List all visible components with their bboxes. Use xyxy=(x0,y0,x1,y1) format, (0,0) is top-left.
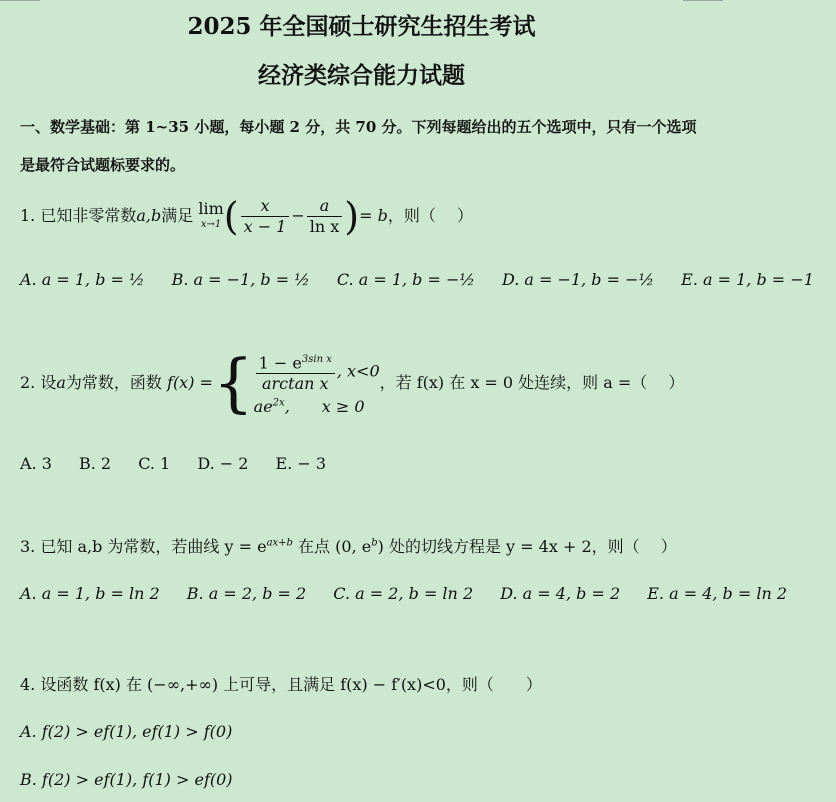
q3-option-c: C. a = 2, b = ln 2 xyxy=(333,584,474,603)
q1-option-b: B. a = −1, b = ½ xyxy=(171,270,310,289)
q2-option-b: B. 2 xyxy=(79,454,112,473)
corner-mark-left xyxy=(0,0,40,7)
question-1: 1. 已知非零常数a,b满足 lim x→1 ( $\frac{x}{x - 1}$ − $\frac{a}{\text{ln x}}$ )= b，则（ ） xyxy=(20,194,473,239)
exam-title: 2025 年全国硕士研究生招生考试 xyxy=(187,13,536,40)
question-4: 4. 设函数 f(x) 在 (−∞,+∞) 上可导，且满足 f(x) − f′(x)<0，则（ ） xyxy=(20,675,542,694)
q3-option-b: B. a = 2, b = 2 xyxy=(186,584,307,603)
q1-option-d: D. a = −1, b = −½ xyxy=(502,270,655,289)
q1-frac1-den: x − 1 xyxy=(243,217,287,236)
q1-option-e: E. a = 1, b = −1 xyxy=(681,270,814,289)
q2-option-c: C. 1 xyxy=(138,454,171,473)
question-2: 2. 设a为常数，函数 f(x) ={ $\frac{1 - e^{3sin x}}{\text{arctan x}}$ , x<0 $ae^{2x}$, x ≥ 0 ，若 f(x) 在 x = 0 处连续，则 a =（ ） xyxy=(20,346,685,421)
q1-fraction-1 xyxy=(241,196,290,237)
section-instructions: 一、数学基础：第 1~35 小题，每小题 2 分，共 70 分。下列每题给出的五个选项中，只有一个选项是最符合试题标要求的。 xyxy=(20,118,697,174)
q1-stem-b: 满足 xyxy=(161,206,194,225)
q2-case1-num: 1 − e xyxy=(258,353,302,373)
q2-piecewise xyxy=(254,350,380,417)
q2-option-a: A. 3 xyxy=(20,454,52,473)
q2-case2-cond: , x ≥ 0 xyxy=(284,397,365,417)
q1-frac2-num: a xyxy=(307,196,343,217)
q1-lim-word: lim xyxy=(198,198,224,218)
q1-eq-b: = b xyxy=(359,206,388,225)
q3-option-d: D. a = 4, b = 2 xyxy=(500,584,621,603)
q3-sup: ax+b xyxy=(266,537,293,549)
q1-vars: a,b xyxy=(136,206,162,225)
q1-frac1-num: x xyxy=(241,196,290,217)
q1-option-a: A. a = 1, b = ½ xyxy=(20,270,145,289)
q1-option-c: C. a = 1, b = −½ xyxy=(336,270,475,289)
q2-option-d: D. − 2 xyxy=(197,454,249,473)
q2-fx: f(x) = xyxy=(167,373,213,393)
q2-options xyxy=(20,454,348,473)
q3-options xyxy=(20,584,809,603)
q1-stem-c: ，则（ ） xyxy=(387,206,473,225)
q2-case1-den: arctan x xyxy=(261,374,329,394)
q3-stem-c: ) 处的切线方程是 y = 4x + 2，则（ ） xyxy=(377,537,677,556)
q3-sup2: b xyxy=(371,537,378,549)
q2-stem-c: ，若 f(x) 在 x = 0 处连续，则 a =（ ） xyxy=(379,373,685,393)
q2-option-e: E. − 3 xyxy=(275,454,327,473)
q2-var-a: a xyxy=(56,373,66,393)
q2-stem-b: 为常数，函数 xyxy=(65,373,162,393)
question-3 xyxy=(20,534,677,557)
q4-option-b: B. f(2) > ef(1), f(1) > ef(0) xyxy=(20,770,233,789)
q4-option-a: A. f(2) > ef(1), ef(1) > f(0) xyxy=(20,722,233,741)
q3-option-a: A. a = 1, b = ln 2 xyxy=(20,584,160,603)
q3-option-e: E. a = 4, b = ln 2 xyxy=(647,584,788,603)
q1-limit xyxy=(198,198,224,233)
q1-stem-a: 1. 已知非零常数 xyxy=(20,206,137,225)
q2-case2-sup: 2x xyxy=(272,398,285,409)
q1-minus: − xyxy=(291,206,305,225)
q2-case1-sup: 3sin x xyxy=(301,354,332,365)
q3-stem: 3. 已知 a,b 为常数，若曲线 y = e xyxy=(20,537,267,556)
q2-case2-expr: ae xyxy=(253,397,273,417)
exam-subtitle: 经济类综合能力试题 xyxy=(258,62,465,89)
q2-case1-cond: , x<0 xyxy=(336,361,380,381)
q3-stem-b: 在点 (0, e xyxy=(292,537,372,556)
q1-fraction-2 xyxy=(307,196,343,237)
q1-lim-sub: x→1 xyxy=(200,218,222,230)
q1-frac2-den: ln x xyxy=(309,217,340,236)
corner-mark-right xyxy=(683,0,723,7)
q2-stem-a: 2. 设 xyxy=(20,373,57,393)
q1-options xyxy=(20,270,836,289)
q2-case1-fraction xyxy=(256,350,335,394)
